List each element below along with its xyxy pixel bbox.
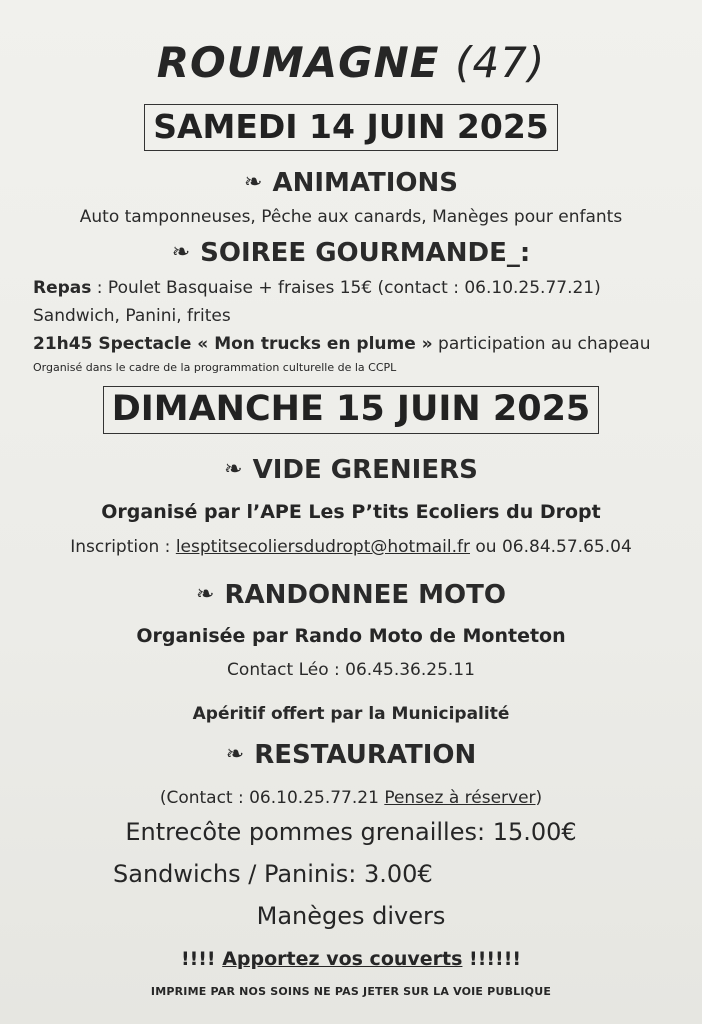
ccpl-note: Organisé dans le cadre de la programmation culturelle de la CCPL [33, 361, 397, 374]
manege-line: Manèges divers [256, 902, 446, 930]
menu-sandwichs: Sandwichs / Paninis: 3.00€ [113, 860, 433, 888]
vide-organizer: Organisé par l’APE Les P’tits Ecoliers du Dropt [101, 501, 601, 523]
resto-contact: (Contact : 06.10.25.77.21 Pensez à réserver) [159, 788, 543, 808]
footer-note: IMPRIME PAR NOS SOINS NE PAS JETER SUR LA VOIE PUBLIQUE [150, 985, 552, 998]
inscription-line: Inscription : lesptitsecoliersdudropt@hotmail.fr ou 06.84.57.65.04 [70, 537, 632, 557]
ornament-icon: ❧ [196, 582, 215, 607]
ornament-icon: ❧ [171, 240, 191, 265]
animations-text: Auto tamponneuses, Pêche aux canards, Manèges pour enfants [79, 207, 623, 227]
town-title [0, 38, 702, 87]
aperitif-line: Apéritif offert par la Municipalité [192, 704, 510, 724]
ornament-icon: ❧ [244, 170, 263, 195]
ornament-icon: ❧ [225, 742, 245, 767]
sunday-date-box: DIMANCHE 15 JUIN 2025 [103, 386, 600, 434]
sunday-date-row [0, 386, 702, 434]
moto-contact: Contact Léo : 06.45.36.25.11 [227, 660, 475, 680]
soiree-heading: ❧ SOIREE GOURMANDE_: [171, 238, 531, 268]
couverts-line: !!!! Apportez vos couverts !!!!!! [180, 948, 522, 970]
repas-label: Repas [33, 278, 92, 298]
town-name: ROUMAGNE [156, 38, 440, 87]
animations-heading: ❧ ANIMATIONS [244, 168, 458, 198]
randonnee-heading: ❧ RANDONNEE MOTO [196, 580, 506, 610]
inscription-email: lesptitsecoliersdudropt@hotmail.fr [175, 537, 470, 557]
vide-greniers-heading: ❧ VIDE GRENIERS [224, 455, 478, 485]
dept-number: (47) [455, 38, 546, 87]
saturday-date-row [0, 104, 702, 151]
spectacle-line: 21h45 Spectacle « Mon trucks en plume » participation au chapeau [33, 334, 651, 354]
menu-entrecote: Entrecôte pommes grenailles: 15.00€ [125, 818, 577, 846]
food-line: Sandwich, Panini, frites [33, 306, 231, 326]
saturday-date-box: SAMEDI 14 JUIN 2025 [144, 104, 558, 151]
ornament-icon: ❧ [224, 457, 243, 482]
repas-line: Repas : Poulet Basquaise + fraises 15€ (contact : 06.10.25.77.21) [33, 278, 601, 298]
restauration-heading: ❧ RESTAURATION [225, 740, 477, 770]
moto-organizer: Organisée par Rando Moto de Monteton [136, 625, 566, 647]
